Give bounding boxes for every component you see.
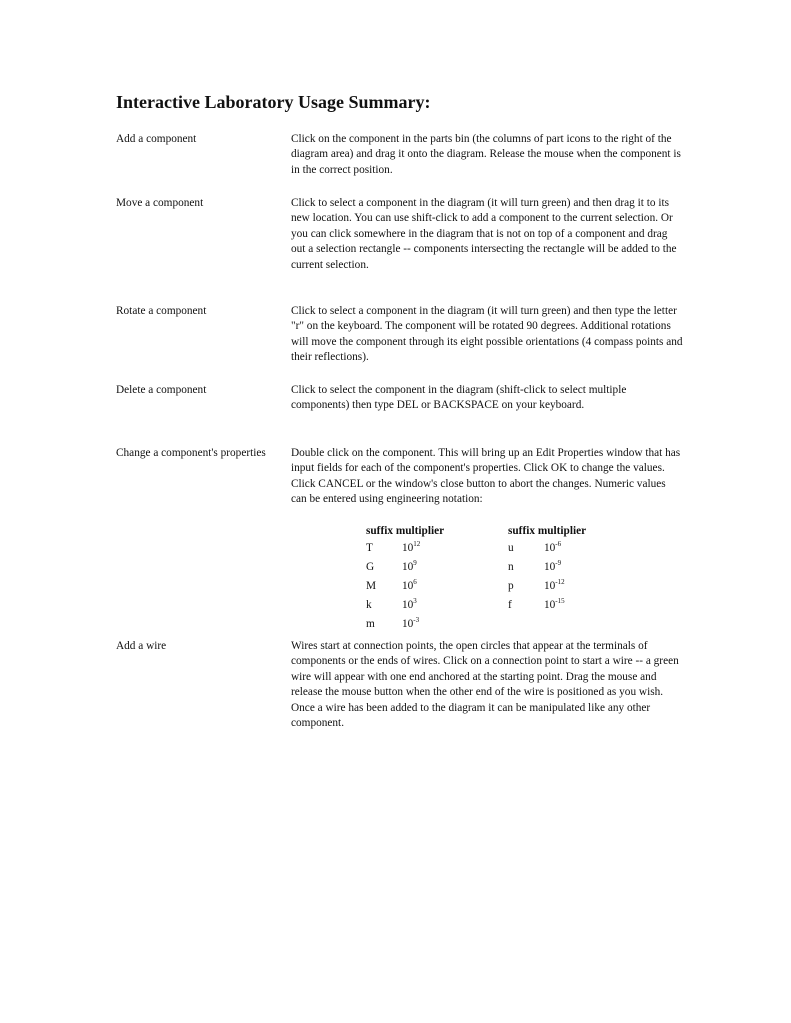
entry-description: Double click on the component. This will bring up an Edit Properties window that has input fields for each of the component's properties. Click OK to change the values. Click CANCEL or the window's close button to abort the changes. Numeric values can be entered using engineering notation: <box>291 447 681 506</box>
entry-description: Click to select a component in the diagram (it will turn green) and then type the letter "r" on the keyboard. The component will be rotated 90 degrees. Additional rotations will move the component through its eight possible orientations (4 compass points and their reflections). <box>291 305 683 364</box>
entry-description: Click to select a component in the diagram (it will turn green) and then drag it to its new location. You can use shift-click to add a component to the current selection. Or you can click somewhere in the diagram that is not on top of a component and drag out a selection rectangle -- components intersecting the rectangle will be added to the current selection. <box>291 197 677 271</box>
suffix-value: u <box>508 542 514 554</box>
multiplier-value: $10^3$ <box>402 597 417 611</box>
entry-term: Move a component <box>116 197 204 209</box>
multiplier-value: $10^{-6}$ <box>544 540 562 554</box>
document-title: Interactive Laboratory Usage Summary: <box>116 92 431 112</box>
multiplier-value: $10^{12}$ <box>402 540 421 554</box>
multiplier-column-large <box>366 524 445 630</box>
entry-description: Click on the component in the parts bin (the columns of part icons to the right of the diagram area) and drag it onto the diagram. Release the mouse when the component is in the correct position. <box>291 133 681 176</box>
entry-term: Add a wire <box>116 640 167 652</box>
multiplier-value: $10^9$ <box>402 559 417 573</box>
suffix-value: G <box>366 561 375 573</box>
multiplier-value: $10^{-9}$ <box>544 559 562 573</box>
entry-term: Add a component <box>116 133 197 145</box>
entry-description: Wires start at connection points, the open circles that appear at the terminals of components or the ends of wires. Click on a connection point to start a wire -- a green wire will appear with one end anchored at the starting point. Drag the mouse and release the mouse button when the other end of the wire is positioned as you wish. Once a wire has been added to the diagram it can be manipulated like any other component. <box>291 640 679 730</box>
suffix-value: n <box>508 561 514 573</box>
multiplier-table-header: suffix multiplier <box>366 525 445 537</box>
suffix-value: M <box>366 580 377 592</box>
entry-term: Change a component's properties <box>116 447 266 459</box>
suffix-value: m <box>366 618 375 630</box>
multiplier-value: $10^{-12}$ <box>544 578 565 592</box>
suffix-value: p <box>508 580 514 592</box>
entry-description: Click to select the component in the diagram (shift-click to select multiple components) then type DEL or BACKSPACE on your keyboard. <box>291 384 627 412</box>
entry-term: Delete a component <box>116 384 207 396</box>
entry-term: Rotate a component <box>116 305 207 317</box>
suffix-value: f <box>508 599 512 611</box>
multiplier-value: $10^{-15}$ <box>544 597 565 611</box>
multiplier-column-small <box>508 524 587 611</box>
suffix-value: k <box>366 599 372 611</box>
multiplier-table-header: suffix multiplier <box>508 525 587 537</box>
multiplier-value: $10^{-3}$ <box>402 616 420 630</box>
multiplier-value: $10^6$ <box>402 578 417 592</box>
suffix-value: T <box>366 542 373 554</box>
